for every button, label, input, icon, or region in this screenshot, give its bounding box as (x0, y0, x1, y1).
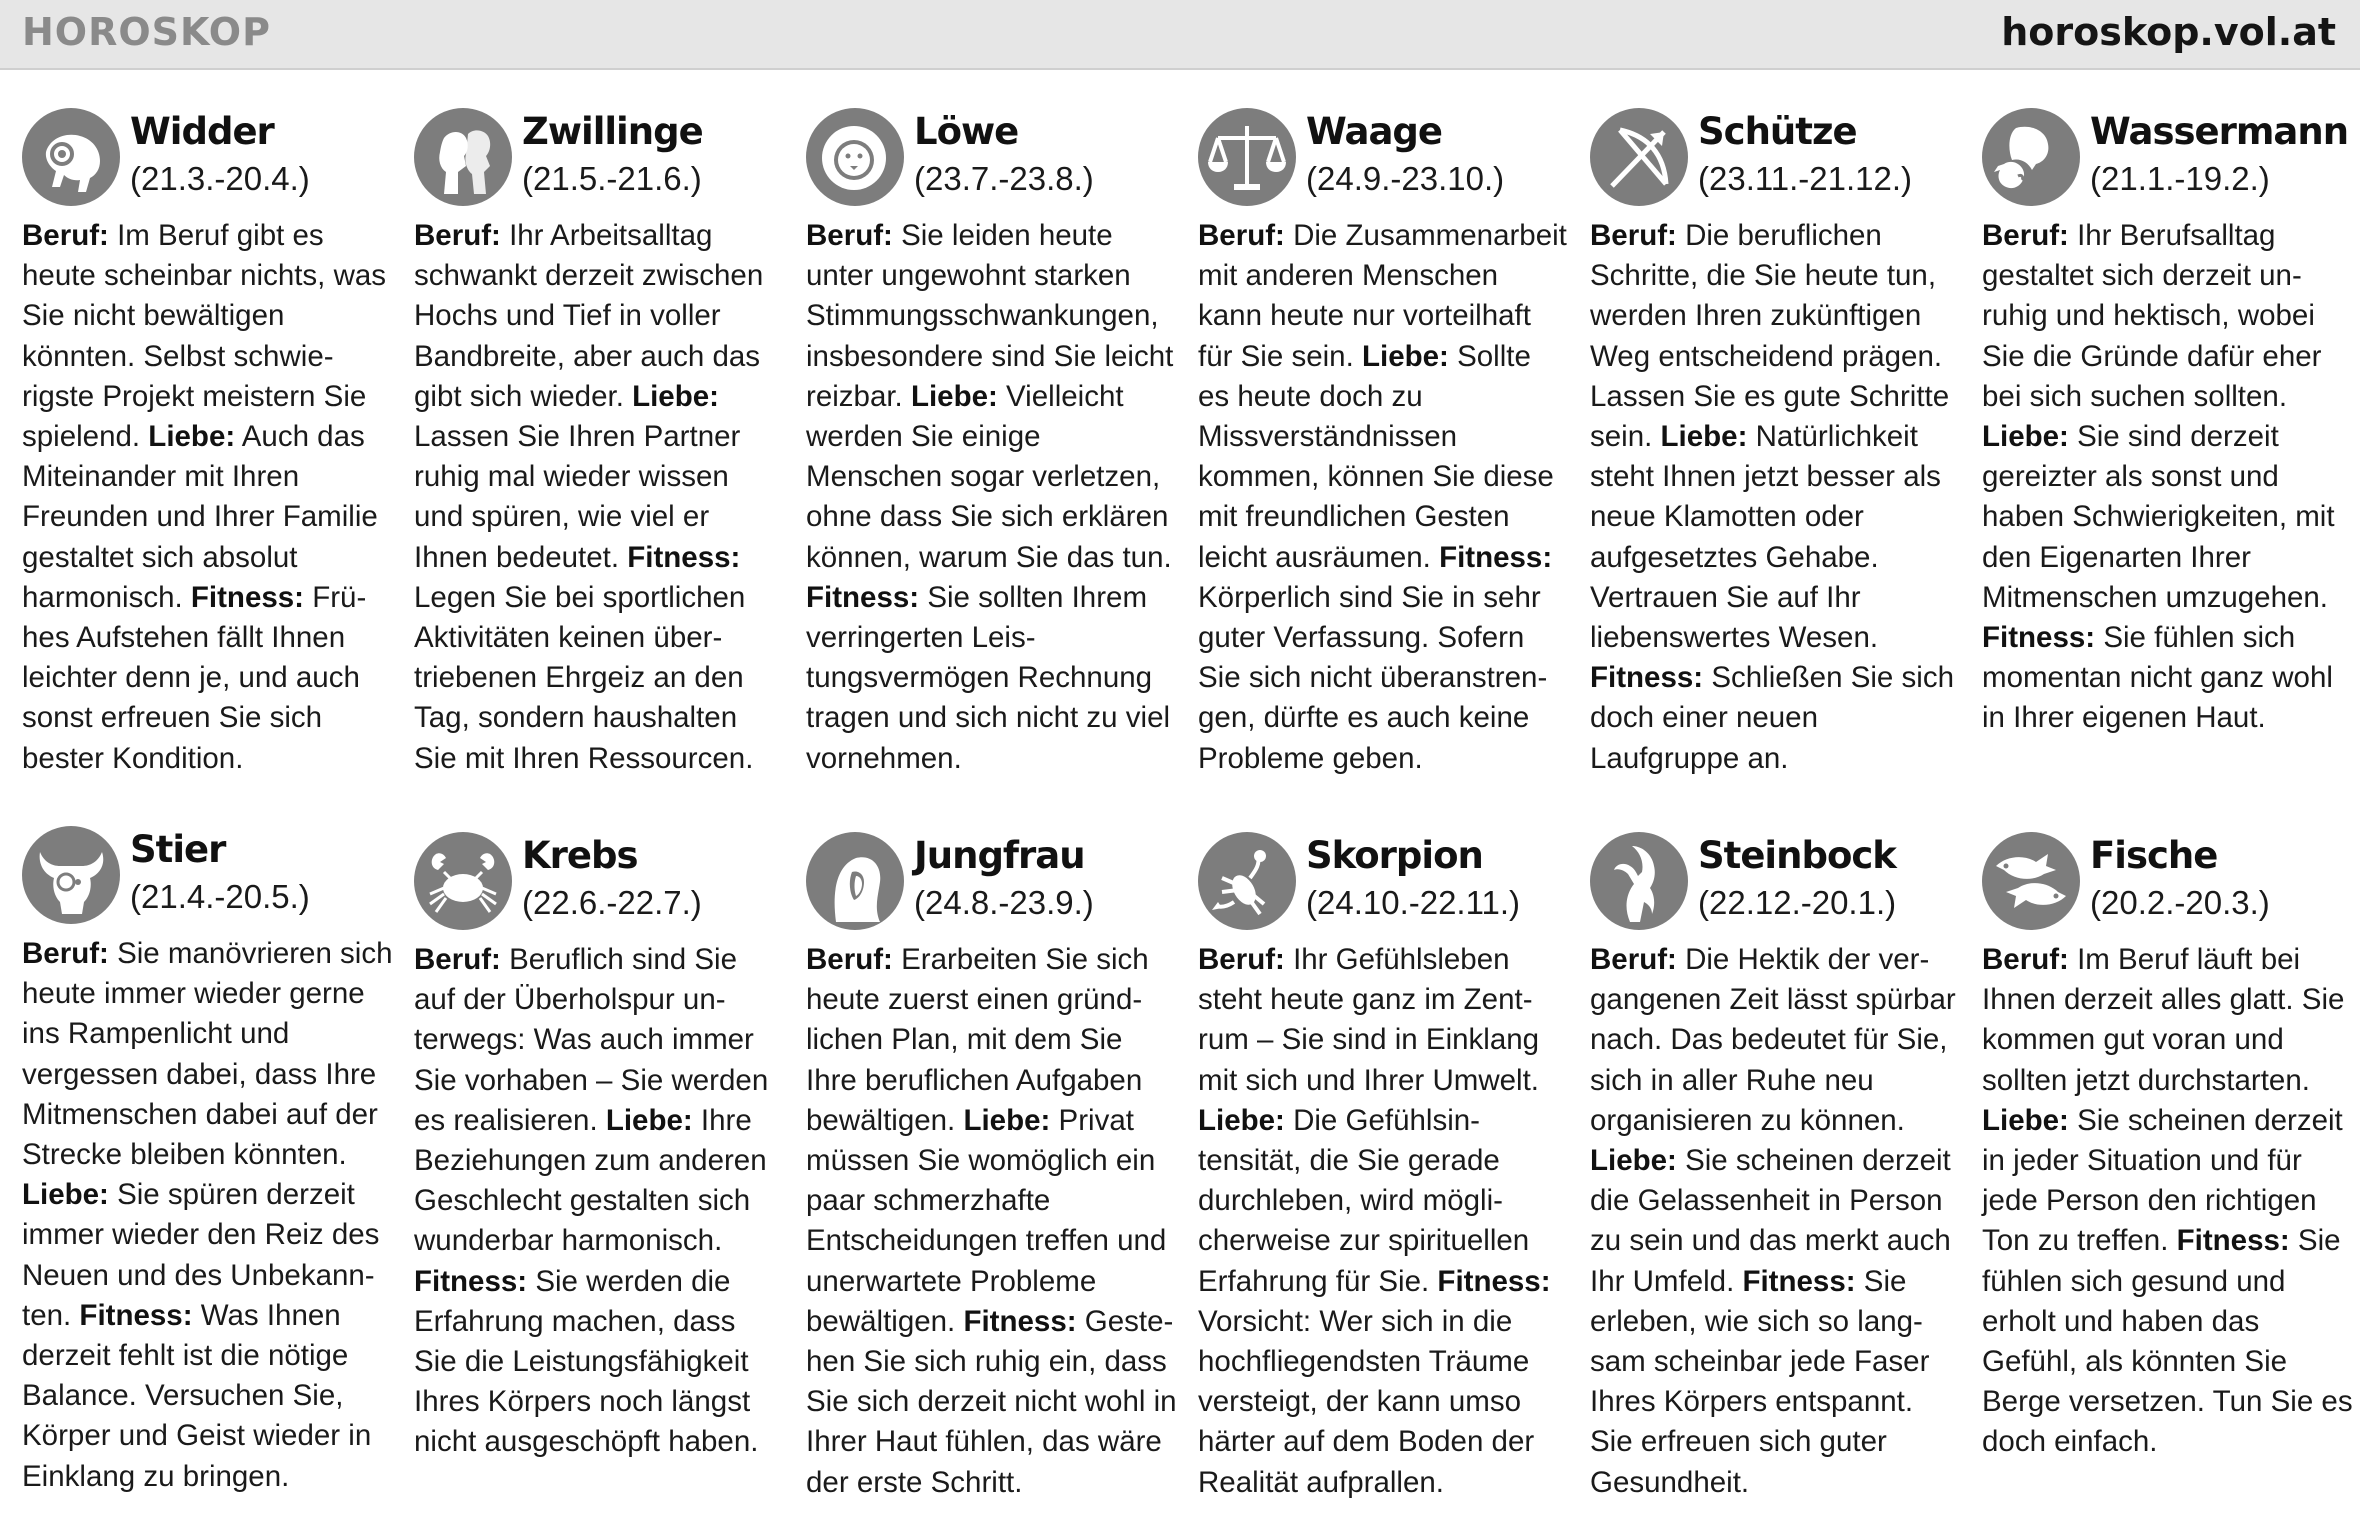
beruf-text: Die beruflichen Schritte, die Sie heute tun, werden Ihren zukünftigen Weg entscheidend prägen. Lassen Sie es gute Schritte sein. (1590, 219, 1950, 454)
liebe-text: Ihre Beziehungen zum anderen Geschlecht gestalten sich wunderbar harmonisch. (414, 1103, 767, 1258)
liebe-text: Privat müssen Sie womöglich ein paar schmerzhafte Entscheidungen treffen und unerwartete Probleme bewältigen. (806, 1103, 1167, 1338)
sign-name: Stier (130, 828, 226, 871)
sagittarius-archer-icon (1590, 108, 1688, 206)
sign-name: Widder (130, 110, 274, 153)
fitness-text: Sie fühlen sich gesund und erholt und haben das Gefühl, als könnten Sie Berge versetzen. Tun Sie es doch einfach. (1982, 1224, 2353, 1459)
liebe-label: Liebe: (605, 1103, 693, 1137)
liebe-label: Liebe: (963, 1103, 1051, 1137)
horoscope-text (806, 940, 1178, 1503)
sign-dates: (23.7.-23.8.) (914, 160, 1094, 197)
horoscope-text (1982, 940, 2354, 1463)
beruf-text: Im Beruf läuft bei Ihnen derzeit alles glatt. Sie kommen gut voran und sollten jetzt durchstarten. (1982, 943, 2345, 1097)
liebe-label: Liebe: (1198, 1103, 1285, 1137)
sign-dates: (21.3.-20.4.) (130, 160, 310, 197)
fitness-text: Was Ihnen derzeit fehlt ist die nötige Balance. Versuchen Sie, Körper und Geist wieder in Einklang zu bringen. (22, 1298, 372, 1493)
liebe-label: Liebe: (1660, 420, 1748, 454)
liebe-text: Vielleicht werden Sie einige Menschen sogar verletzen, ohne dass Sie sich erklären können, warum Sie das tun. (806, 379, 1172, 574)
beruf-text: Ihr Gefühlsleben steht heute ganz im Zentrum – Sie sind in Einklang mit sich und Ihrer Umwelt. (1198, 943, 1540, 1097)
liebe-label: Liebe: (1590, 1144, 1677, 1178)
fitness-text: Schließen Sie sich doch einer neuen Laufgruppe an. (1590, 661, 1954, 775)
fitness-label: Fitness: (2176, 1224, 2290, 1258)
beruf-text: Erarbeiten Sie sich heute zuerst einen gründlichen Plan, mit dem Sie Ihre beruflichen Aufgaben bewältigen. (806, 943, 1149, 1137)
liebe-text: Auch das Miteinander mit Ihren Freunden und Ihrer Familie gestaltet sich absolut harmonisch. (22, 420, 378, 614)
beruf-label: Beruf: (22, 937, 109, 970)
sign-card-widder (22, 108, 394, 779)
taurus-bull-icon (22, 826, 120, 924)
scorpio-scorpion-icon (1198, 832, 1296, 930)
fitness-text: Sie erleben, wie sich so langsam scheinbar jede Faser Ihres Körpers entspannt. Sie erfreuen sich guter Gesundheit. (1590, 1264, 1930, 1499)
fitness-text: Gestehen Sie sich ruhig ein, dass Sie sich derzeit nicht wohl in Ihrer Haut fühlen, das wäre der erste Schritt. (806, 1304, 1177, 1499)
sign-card-wassermann (1982, 108, 2354, 739)
fitness-label: Fitness: (963, 1304, 1077, 1338)
horoscope-text (1982, 216, 2354, 739)
liebe-label: Liebe: (22, 1178, 109, 1212)
fitness-label: Fitness: (1742, 1264, 1856, 1298)
sign-dates: (23.11.-21.12.) (1698, 160, 1913, 197)
beruf-text: Sie manövrieren sich heute immer wieder gerne ins Rampenlicht und vergessen dabei, dass Ihre Mitmenschen dabei auf der Strecke bleiben könnten. (22, 937, 393, 1172)
liebe-text: Natürlichkeit steht Ihnen jetzt besser als neue Klamotten oder aufgesetztes Gehabe. Vertrauen Sie auf Ihr liebenswertes Wesen. (1590, 420, 1941, 655)
fitness-label: Fitness: (79, 1298, 193, 1332)
sign-dates: (24.8.-23.9.) (914, 884, 1094, 921)
sign-name: Steinbock (1698, 834, 1896, 877)
gemini-twins-icon (414, 108, 512, 206)
fitness-text: Legen Sie bei sportlichen Aktivitäten keinen übertriebenen Ehrgeiz an den Tag, sondern haushalten Sie mit Ihren Ressourcen. (414, 580, 754, 775)
horoscope-text (1198, 216, 1570, 779)
beruf-label: Beruf: (22, 219, 109, 252)
sign-name: Zwillinge (522, 110, 703, 153)
fitness-label: Fitness: (1982, 621, 2096, 655)
fitness-label: Fitness: (806, 580, 920, 614)
fitness-label: Fitness: (1437, 1264, 1551, 1298)
sign-card-schuetze (1590, 108, 1962, 779)
cancer-crab-icon (414, 832, 512, 930)
beruf-label: Beruf: (1982, 943, 2069, 976)
sign-card-krebs (414, 832, 786, 1463)
site-url[interactable]: horoskop.vol.at (2001, 10, 2336, 54)
sign-name: Skorpion (1306, 834, 1483, 877)
beruf-label: Beruf: (414, 943, 501, 976)
liebe-text: Sollte es heute doch zu Missverständnissen kommen, können Sie diese mit freundlichen Gesten leicht ausräumen. (1198, 339, 1554, 574)
aries-ram-icon (22, 108, 120, 206)
liebe-label: Liebe: (1361, 339, 1449, 373)
beruf-label: Beruf: (1590, 219, 1677, 252)
sign-card-fische (1982, 832, 2354, 1463)
liebe-label: Liebe: (632, 379, 719, 413)
leo-lion-icon (806, 108, 904, 206)
horoscope-text (1198, 940, 1570, 1503)
horoscope-text (1590, 940, 1962, 1503)
sign-dates: (24.10.-22.11.) (1306, 884, 1521, 921)
sign-dates: (21.5.-21.6.) (522, 160, 702, 197)
fitness-text: Frühes Aufstehen fällt Ihnen leichter denn je, und auch sonst erfreuen Sie sich bester Kondition. (22, 580, 367, 775)
sign-card-jungfrau (806, 832, 1178, 1503)
liebe-text: Sie spüren derzeit immer wieder den Reiz des Neuen und des Unbekannten. (22, 1178, 380, 1332)
horoscope-text (1590, 216, 1962, 779)
page-header (0, 0, 2360, 70)
horoscope-text (414, 216, 786, 779)
fitness-text: Vorsicht: Wer sich in die hochfliegendsten Träume versteigt, der kann umso härter auf dem Boden der Realität aufprallen. (1198, 1304, 1535, 1499)
horoscope-text (22, 934, 394, 1497)
sign-dates: (21.4.-20.5.) (130, 878, 310, 915)
beruf-text: Ihr Arbeitsalltag schwankt derzeit zwischen Hochs und Tief in voller Bandbreite, aber auch das gibt sich wieder. (414, 219, 764, 413)
fitness-label: Fitness: (1590, 661, 1704, 695)
sign-dates: (22.6.-22.7.) (522, 884, 702, 921)
beruf-label: Beruf: (414, 219, 501, 252)
liebe-text: Lassen Sie Ihren Partner ruhig mal wieder wissen und spüren, wie viel er Ihnen bedeutet. (414, 420, 741, 574)
sign-name: Schütze (1698, 110, 1857, 153)
sign-name: Waage (1306, 110, 1443, 153)
liebe-text: Sie sind derzeit gereizter als sonst und haben Schwierigkeiten, mit den Eigenarten Ihrer Mitmenschen umzugehen. (1982, 420, 2335, 614)
liebe-text: Die Gefühlsintensität, die Sie gerade durchleben, wird möglicherweise zur spirituellen Erfahrung für Sie. (1198, 1103, 1530, 1298)
sign-dates: (21.1.-19.2.) (2090, 160, 2270, 197)
sign-dates: (22.12.-20.1.) (1698, 884, 1897, 921)
fitness-text: Sie fühlen sich momentan nicht ganz wohl in Ihrer eigenen Haut. (1982, 621, 2333, 735)
beruf-label: Beruf: (1198, 943, 1285, 976)
beruf-text: Sie leiden heute unter ungewohnt starken Stimmungsschwankungen, insbesondere sind Sie leicht reizbar. (806, 219, 1174, 413)
fitness-label: Fitness: (414, 1264, 528, 1298)
beruf-label: Beruf: (1982, 219, 2069, 252)
fitness-label: Fitness: (190, 580, 304, 614)
sign-card-steinbock (1590, 832, 1962, 1503)
fitness-text: Sie sollten Ihrem verringerten Leistungsvermögen Rechnung tragen und sich nicht zu viel vornehmen. (806, 580, 1171, 775)
liebe-label: Liebe: (910, 379, 998, 413)
sign-name: Wassermann (2090, 110, 2349, 153)
liebe-label: Liebe: (148, 420, 236, 454)
sign-name: Fische (2090, 834, 2218, 877)
beruf-label: Beruf: (1590, 943, 1677, 976)
beruf-label: Beruf: (806, 219, 893, 252)
sign-name: Löwe (914, 110, 1019, 153)
sign-name: Krebs (522, 834, 638, 877)
libra-scales-icon (1198, 108, 1296, 206)
liebe-label: Liebe: (1982, 420, 2069, 454)
sign-dates: (24.9.-23.10.) (1306, 160, 1505, 197)
beruf-text: Beruflich sind Sie auf der Überholspur unterwegs: Was auch immer Sie vorhaben – Sie werden es realisieren. (414, 943, 769, 1137)
sign-card-skorpion (1198, 832, 1570, 1503)
pisces-fish-icon (1982, 832, 2080, 930)
horoscope-text (414, 940, 786, 1463)
sign-card-waage (1198, 108, 1570, 779)
horoscope-text (806, 216, 1178, 779)
beruf-text: Die Hektik der vergangenen Zeit lässt spürbar nach. Das bedeutet für Sie, sich in aller Ruhe neu organisieren zu können. (1590, 943, 1956, 1137)
virgo-maiden-icon (806, 832, 904, 930)
sign-dates: (20.2.-20.3.) (2090, 884, 2270, 921)
sign-name: Jungfrau (914, 834, 1085, 877)
sign-card-loewe (806, 108, 1178, 779)
liebe-label: Liebe: (1982, 1103, 2069, 1137)
liebe-text: Sie scheinen derzeit in jeder Situation und für jede Person den richtigen Ton zu treffen. (1982, 1103, 2343, 1258)
fitness-text: Sie werden die Erfahrung machen, dass Sie die Leistungsfähigkeit Ihres Körpers noch längst nicht ausgeschöpft haben. (414, 1264, 759, 1459)
aquarius-water-bearer-icon (1982, 108, 2080, 206)
liebe-text: Sie scheinen derzeit die Gelassenheit in Person zu sein und das merkt auch Ihr Umfeld. (1590, 1144, 1951, 1298)
beruf-text: Im Beruf gibt es heute scheinbar nichts, was Sie nicht bewältigen könnten. Selbst schwierigste Projekt meistern Sie spielend. (22, 219, 387, 454)
capricorn-ibex-icon (1590, 832, 1688, 930)
beruf-text: Die Zusammenarbeit mit anderen Menschen kann heute nur vorteilhaft für Sie sein. (1198, 219, 1567, 373)
sign-card-stier (22, 826, 394, 1497)
fitness-label: Fitness: (1439, 540, 1553, 574)
horoscope-text (22, 216, 394, 779)
section-title: HOROSKOP (22, 10, 271, 54)
sign-card-zwillinge (414, 108, 786, 779)
beruf-label: Beruf: (806, 943, 893, 976)
fitness-text: Körperlich sind Sie in sehr guter Verfassung. Sofern Sie sich nicht überanstrengen, dürfte es auch keine Probleme geben. (1198, 580, 1548, 775)
beruf-label: Beruf: (1198, 219, 1285, 252)
beruf-text: Ihr Berufsalltag gestaltet sich derzeit unruhig und hektisch, wobei Sie die Gründe dafür eher bei sich suchen sollten. (1982, 219, 2322, 413)
fitness-label: Fitness: (627, 540, 741, 574)
